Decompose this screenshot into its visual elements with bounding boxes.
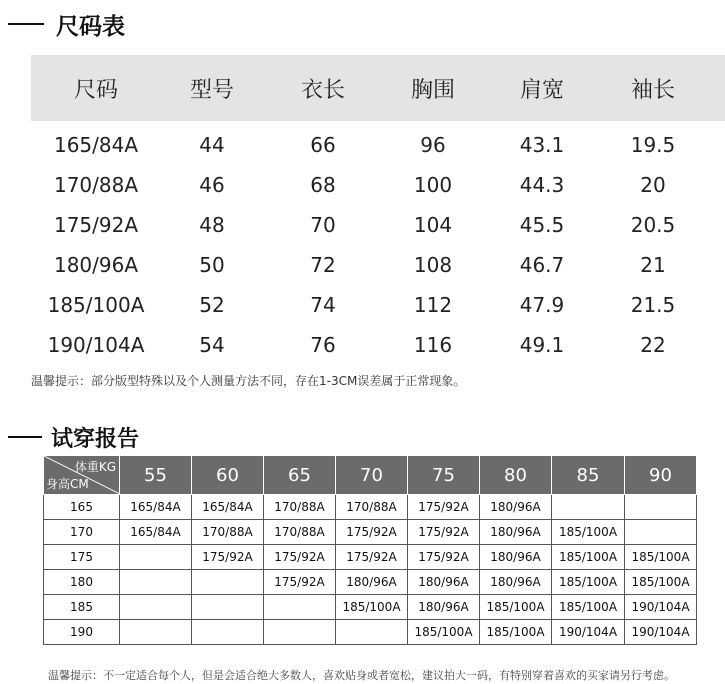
heading-dash	[8, 23, 44, 25]
fitting-cell: 180/96A	[336, 570, 408, 595]
fitting-cell	[264, 595, 336, 620]
fitting-table-body	[44, 456, 697, 645]
size-cell-chest: 104	[413, 213, 453, 237]
size-cell-model: 44	[199, 133, 225, 157]
fitting-cell	[192, 620, 264, 645]
size-cell-sleeve: 20	[640, 173, 666, 197]
size-cell-model: 48	[199, 213, 225, 237]
fitting-row	[44, 495, 697, 520]
fitting-row	[44, 520, 697, 545]
size-row	[31, 245, 725, 285]
header-sleeve: 袖长	[630, 77, 675, 103]
size-cell-shoulder: 47.9	[519, 293, 565, 317]
size-cell-model: 52	[199, 293, 225, 317]
weight-axis-label: 体重KG	[74, 460, 116, 474]
size-row	[31, 205, 725, 245]
size-cell-shoulder: 45.5	[519, 213, 565, 237]
size-row	[31, 325, 725, 365]
size-cell-shoulder: 43.1	[519, 133, 565, 157]
size-cell-sleeve: 20.5	[630, 213, 676, 237]
height-cell: 180	[44, 570, 120, 595]
size-table	[31, 55, 725, 365]
fitting-cell	[336, 620, 408, 645]
corner-cell	[44, 456, 120, 495]
header-chest: 胸围	[410, 77, 455, 103]
fitting-cell: 170/88A	[192, 520, 264, 545]
size-cell-length: 74	[310, 293, 336, 317]
fitting-cell	[625, 495, 697, 520]
header-length: 衣长	[300, 77, 345, 103]
fitting-cell: 180/96A	[480, 545, 552, 570]
size-cell-size: 185/100A	[47, 293, 145, 317]
size-cell-chest: 96	[420, 133, 446, 157]
weight-header-cell: 75	[408, 456, 480, 495]
size-cell-shoulder: 49.1	[519, 333, 565, 357]
size-cell-length: 76	[310, 333, 336, 357]
fitting-cell: 185/100A	[552, 595, 625, 620]
header-shoulder: 肩宽	[519, 77, 564, 103]
fitting-table-header	[44, 456, 697, 495]
size-cell-shoulder: 46.7	[519, 253, 565, 277]
height-cell: 165	[44, 495, 120, 520]
fitting-cell: 185/100A	[552, 545, 625, 570]
fitting-row	[44, 570, 697, 595]
fitting-cell: 175/92A	[264, 570, 336, 595]
fitting-cell: 175/92A	[336, 520, 408, 545]
fitting-cell	[192, 595, 264, 620]
fitting-cell: 185/100A	[480, 620, 552, 645]
heading-dash	[8, 436, 42, 438]
height-cell: 170	[44, 520, 120, 545]
fitting-cell: 170/88A	[264, 495, 336, 520]
height-cell: 185	[44, 595, 120, 620]
size-cell-shoulder: 44.3	[519, 173, 565, 197]
fitting-cell: 190/104A	[552, 620, 625, 645]
fitting-cell: 185/100A	[336, 595, 408, 620]
size-cell-chest: 116	[413, 333, 453, 357]
size-cell-model: 50	[199, 253, 225, 277]
size-cell-size: 180/96A	[53, 253, 139, 277]
size-note: 温馨提示：部分版型特殊以及个人测量方法不同，存在1-3CM误差属于正常现象。	[31, 374, 466, 388]
fitting-cell	[192, 570, 264, 595]
size-cell-size: 190/104A	[47, 333, 145, 357]
fitting-cell: 185/100A	[625, 570, 697, 595]
header-model: 型号	[189, 77, 234, 103]
fitting-cell	[625, 520, 697, 545]
size-cell-sleeve: 19.5	[630, 133, 676, 157]
fitting-cell: 185/100A	[625, 545, 697, 570]
fitting-cell: 180/96A	[408, 570, 480, 595]
size-cell-sleeve: 21.5	[630, 293, 676, 317]
weight-header-cell: 90	[625, 456, 697, 495]
size-table-header	[31, 55, 725, 121]
size-cell-size: 170/88A	[53, 173, 139, 197]
fitting-cell: 175/92A	[408, 495, 480, 520]
fitting-report-heading	[8, 421, 139, 453]
fitting-cell: 165/84A	[120, 495, 192, 520]
fitting-cell: 180/96A	[408, 595, 480, 620]
size-cell-size: 175/92A	[53, 213, 139, 237]
size-cell-model: 46	[199, 173, 225, 197]
fitting-cell: 185/100A	[552, 520, 625, 545]
size-table-body	[31, 121, 725, 365]
fitting-cell: 175/92A	[336, 545, 408, 570]
weight-header-cell: 70	[336, 456, 408, 495]
size-chart-title: 尺码表	[56, 13, 125, 40]
height-cell: 175	[44, 545, 120, 570]
fitting-cell: 190/104A	[625, 620, 697, 645]
size-cell-size: 165/84A	[53, 133, 139, 157]
fitting-cell	[552, 495, 625, 520]
fitting-report-title: 试穿报告	[51, 426, 140, 452]
fitting-cell: 190/104A	[625, 595, 697, 620]
fitting-cell	[120, 545, 192, 570]
fitting-cell	[120, 570, 192, 595]
fitting-cell: 175/92A	[192, 545, 264, 570]
size-cell-chest: 112	[413, 293, 453, 317]
fitting-cell: 175/92A	[408, 520, 480, 545]
fitting-note: 温馨提示：不一定适合每个人，但是会适合绝大多数人，喜欢贴身或者宽松，建议拍大一码，有特别穿着喜欢的买家请另行考虑。	[48, 669, 675, 682]
size-row	[31, 165, 725, 205]
size-row	[31, 125, 725, 165]
height-cell: 190	[44, 620, 120, 645]
fitting-cell: 180/96A	[480, 495, 552, 520]
fitting-cell	[120, 595, 192, 620]
weight-header-cell: 60	[192, 456, 264, 495]
fitting-row	[44, 620, 697, 645]
size-cell-length: 66	[310, 133, 336, 157]
size-cell-sleeve: 22	[640, 333, 666, 357]
size-cell-length: 72	[310, 253, 336, 277]
fitting-table	[43, 455, 697, 645]
size-row	[31, 285, 725, 325]
fitting-cell: 175/92A	[408, 545, 480, 570]
size-cell-sleeve: 21	[640, 253, 666, 277]
weight-header-cell: 65	[264, 456, 336, 495]
fitting-cell: 170/88A	[336, 495, 408, 520]
size-cell-model: 54	[199, 333, 225, 357]
fitting-cell: 170/88A	[264, 520, 336, 545]
fitting-cell	[264, 620, 336, 645]
height-axis-label: 身高CM	[46, 477, 89, 491]
fitting-row	[44, 545, 697, 570]
header-size: 尺码	[73, 77, 118, 103]
fitting-cell: 180/96A	[480, 570, 552, 595]
size-cell-chest: 108	[413, 253, 453, 277]
size-cell-chest: 100	[413, 173, 453, 197]
fitting-cell: 175/92A	[264, 545, 336, 570]
fitting-cell: 185/100A	[408, 620, 480, 645]
fitting-row	[44, 595, 697, 620]
fitting-cell: 185/100A	[480, 595, 552, 620]
fitting-cell: 165/84A	[192, 495, 264, 520]
fitting-cell: 185/100A	[552, 570, 625, 595]
fitting-cell	[120, 620, 192, 645]
fitting-cell: 165/84A	[120, 520, 192, 545]
size-cell-length: 68	[310, 173, 336, 197]
weight-header-cell: 55	[120, 456, 192, 495]
weight-header-cell: 85	[552, 456, 625, 495]
size-cell-length: 70	[310, 213, 336, 237]
size-chart-heading	[8, 6, 125, 42]
fitting-cell: 180/96A	[480, 520, 552, 545]
weight-header-cell: 80	[480, 456, 552, 495]
